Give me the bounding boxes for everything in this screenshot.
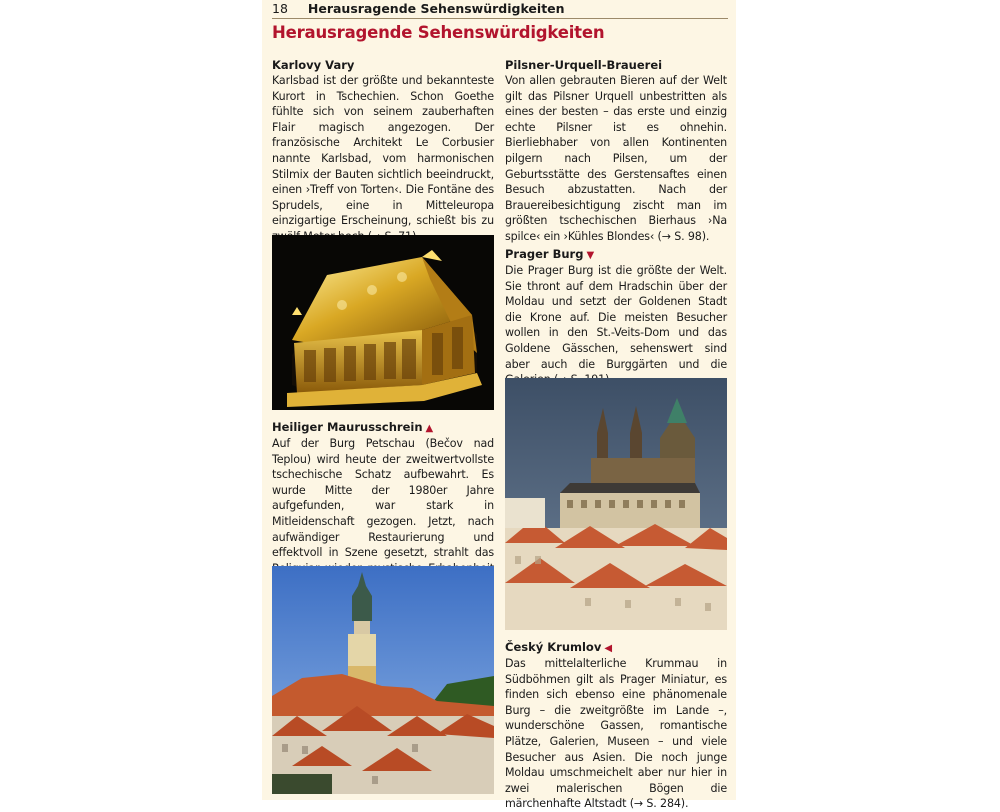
entry-cesky-krumlov (505, 640, 727, 812)
entry-title: Pilsner-Urquell-Brauerei (505, 58, 663, 72)
photo-cesky-krumlov (272, 566, 494, 794)
entry-title: Heiliger Maurusschrein (272, 420, 423, 434)
entry-title: Karlovy Vary (272, 58, 355, 72)
running-header (272, 0, 728, 19)
guidebook-page (262, 0, 736, 811)
triangle-up-icon: ▲ (425, 423, 434, 434)
section-title: Herausragende Sehenswürdigkeiten (272, 23, 605, 42)
triangle-down-icon: ▼ (586, 250, 595, 261)
entry-text: Die Prager Burg ist die größte der Welt. Sie thront auf dem Hradschin über der Moldau und setzt der Goldenen Stadt die Krone auf. Die meisten Besucher wollen in den St.-Veits-Dom und das Goldene Gässchen, sehenswert sind aber auch die Burggärten und die (505, 264, 727, 371)
page-number: 18 (272, 1, 288, 16)
entry-prager-burg (505, 247, 727, 388)
entry-text: Das mittelalterliche Krummau in Südböhmen gilt als Prager Miniatur, es finden sich ebenso eine phänomenale Burg – die zweitgrößte im Lande –, wunderschöne Gassen, romantische Plätze, Galerien, Museen – und viele Besucher aus Asien. Die noch junge Moldau umschmeichelt aber nur hier in zwei malerischen Bögen die märchenhafte Altstadt (→ S. 284). (505, 657, 727, 811)
entry-pilsner-urquell (505, 58, 727, 245)
entry-text: Auf der Burg Petschau (Bečov nad Teplou) wird heute der zweitwertvollste tschechische Schatz aufbewahrt. Es wurde Mitte der 1980er Jahre aufgefunden, war stark in Mitleidenschaft gezogen. Jetzt, nach aufwändiger Restaurierung und effektvoll in Szene gesetzt, strahlt das (272, 437, 494, 560)
entry-karlovy-vary (272, 58, 494, 245)
entry-text: Karlsbad ist der größte und bekannteste Kurort in Tschechien. Schon Goethe fühlte sich von seinem zauberhaften Flair magisch angezogen. Der französische Architekt Le Corbusier nannte Karlsbad, vom harmonischen Stilmix der Bauten sichtlich beeindruckt, einen ›Treff von Torten‹. Die Fontäne des Sprudels, eine in Mitteleuropa einzigartige Erscheinung, schießt bis zu (272, 74, 494, 228)
running-title: Herausragende Sehenswürdigkeiten (307, 1, 565, 16)
photo-maurus-shrine (272, 235, 494, 410)
entry-text: Von allen gebrauten Bieren auf der Welt gilt das Pilsner Urquell unbestritten als eines der besten – das erste und einzig echte Pilsner ist es ohnehin. Bierliebhaber von allen Kontinenten pilgern nach Pilsen, um der Geburtsstätte des Gerstensaftes einen Besuch abzustatten. Nach der Brauereibesichtigung zischt man im größten tschechischen Bierhaus ›Na spilce‹ ein ›Kühles Blondes‹ (→ S. 98). (505, 74, 727, 243)
photo-prague-castle (505, 378, 727, 630)
triangle-left-icon: ◀ (604, 643, 613, 654)
entry-title: Český Krumlov (505, 640, 602, 654)
entry-title: Prager Burg (505, 247, 584, 261)
